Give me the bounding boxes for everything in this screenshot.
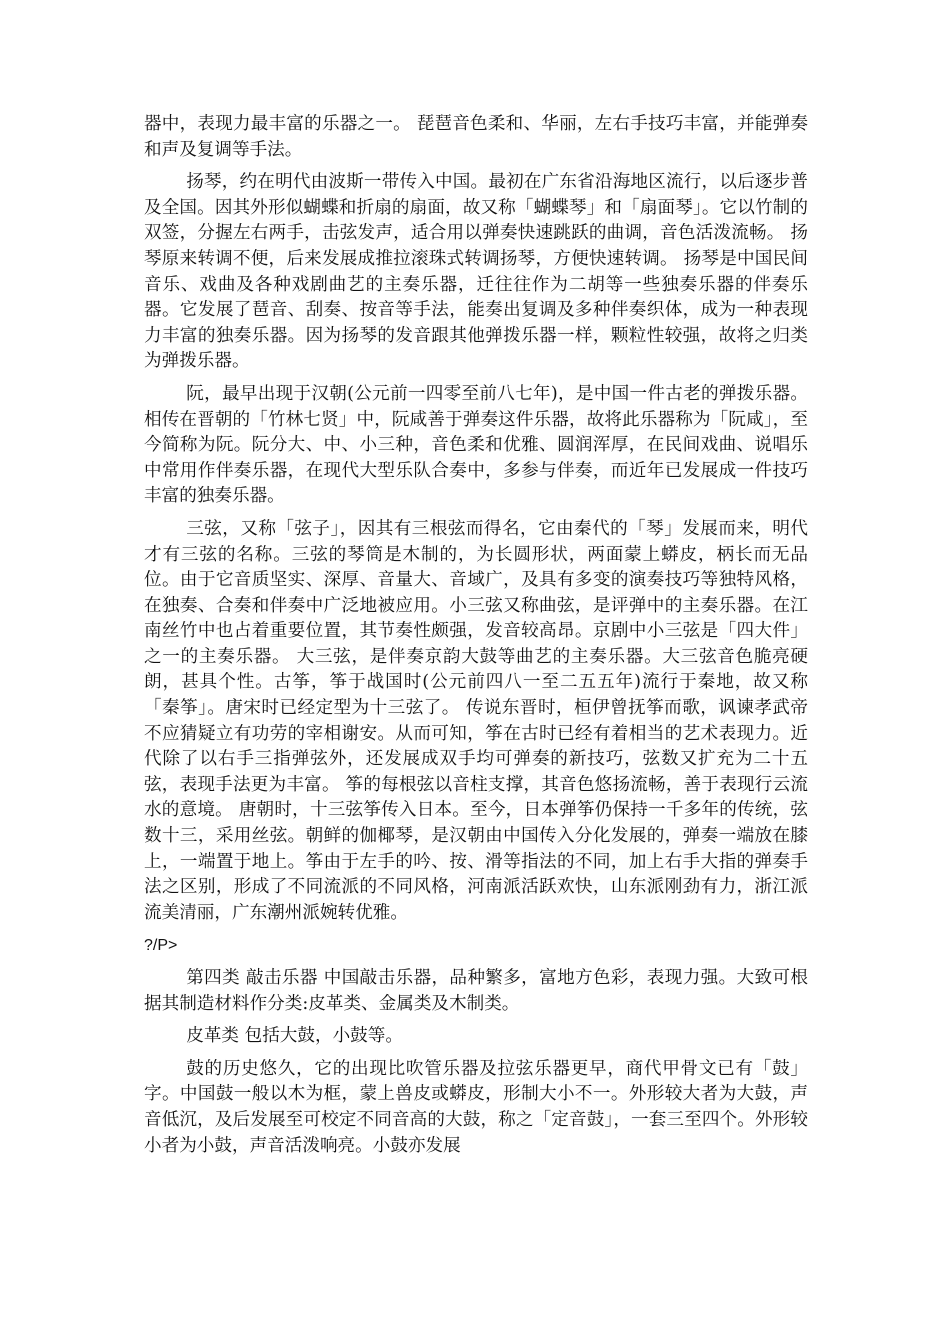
paragraph-percussion-heading: 第四类 敲击乐器 中国敲击乐器，品种繁多，富地方色彩，表现力强。大致可根据其制造材料作分类:皮革类、金属类及木制类。 bbox=[144, 968, 808, 1014]
paragraph-drum-history: 鼓的历史悠久，它的出现比吹管乐器及拉弦乐器更早，商代甲骨文已有「鼓」字。中国鼓一般以木为框，蒙上兽皮或蟒皮，形制大小不一。外形较大者为大鼓，声音低沉，及后发展至可校定不同音高的大鼓，称之「定音鼓」，一套三至四个。外形较小者为小鼓，声音活泼响亮。小鼓亦发展 bbox=[144, 1058, 808, 1156]
document-body bbox=[144, 112, 808, 1166]
paragraph-yangqin: 扬琴，约在明代由波斯一带传入中国。最初在广东省沿海地区流行，以后逐步普及全国。因其外形似蝴蝶和折扇的扇面，故又称「蝴蝶琴」和「扇面琴」。它以竹制的双签，分握左右两手，击弦发声，适合用以弹奏快速跳跃的曲调，音色活泼流畅。 扬琴原来转调不便，后来发展成推拉滚珠式转调扬琴，方便快速转调。 扬琴是中国民间音乐、戏曲及各种戏剧曲艺的主奏乐器，迁往往作为二胡等一些独奏乐器的伴奏乐器。它发展了琶音、刮奏、按音等手法，能奏出复调及多种伴奏织体，成为一种表现力丰富的独奏乐器。因为扬琴的发音跟其他弹拨乐器一样，颗粒性较强，故将之归类为弹拨乐器。 bbox=[144, 172, 808, 372]
paragraph-ruan: 阮，最早出现于汉朝(公元前一四零至前八七年)，是中国一件古老的弹拨乐器。相传在晋朝的「竹林七贤」中，阮咸善于弹奏这件乐器，故将此乐器称为「阮咸」，至今简称为阮。阮分大、中、小三种，音色柔和优雅、圆润浑厚，在民间戏曲、说唱乐中常用作伴奏乐器，在现代大型乐队合奏中，多参与伴奏，而近年已发展成一件技巧丰富的独奏乐器。 bbox=[144, 383, 808, 507]
stray-markup-text: ?/P> bbox=[144, 937, 178, 955]
paragraph-pipa-continued: 器中，表现力最丰富的乐器之一。 琵琶音色柔和、华丽，左右手技巧丰富，并能弹奏和声及复调等手法。 bbox=[144, 114, 808, 160]
paragraph-leather-category: 皮革类 包括大鼓，小鼓等。 bbox=[186, 1026, 403, 1047]
paragraph-sanxian-guzheng: 三弦，又称「弦子」，因其有三根弦而得名，它由秦代的「琴」发展而来，明代才有三弦的名称。三弦的琴筒是木制的，为长圆形状，两面蒙上蟒皮，柄长而无品位。由于它音质坚实、深厚、音量大、音域广，及具有多变的演奏技巧等独特风格，在独奏、合奏和伴奏中广泛地被应用。小三弦又称曲弦，是评弹中的主奏乐器。在江南丝竹中也占着重要位置，其节奏性颇强，发音较高昂。京剧中小三弦是「四大件」之一的主奏乐器。 大三弦，是伴奏京韵大鼓等曲艺的主奏乐器。大三弦音色脆亮硬朗，甚具个性。古筝，筝于战国时(公元前四八一至二五五年)流行于秦地，故又称「秦筝」。唐宋时已经定型为十三弦了。 传说东晋时，桓伊曾抚筝而歌，讽谏孝武帝不应猜疑立有功劳的宰相谢安。从而可知，筝在古时已经有着相当的艺术表现力。近代除了以右手三指弹弦外，还发展成双手均可弹奏的新技巧，弦数又扩充为二十五弦，表现手法更为丰富。 筝的每根弦以音柱支撑，其音色悠扬流畅，善于表现行云流水的意境。 唐朝时，十三弦筝传入日本。至今，日本弹筝仍保持一千多年的传统，弦数十三，采用丝弦。朝鲜的伽椰琴，是汉朝由中国传入分化发展的，弹奏一端放在膝上，一端置于地上。筝由于左手的吟、按、滑等指法的不同，加上右手大指的弹奏手法之区别，形成了不同流派的不同风格，河南派活跃欢快，山东派刚劲有力，浙江派流美清丽，广东潮州派婉转优雅。 bbox=[144, 518, 808, 923]
